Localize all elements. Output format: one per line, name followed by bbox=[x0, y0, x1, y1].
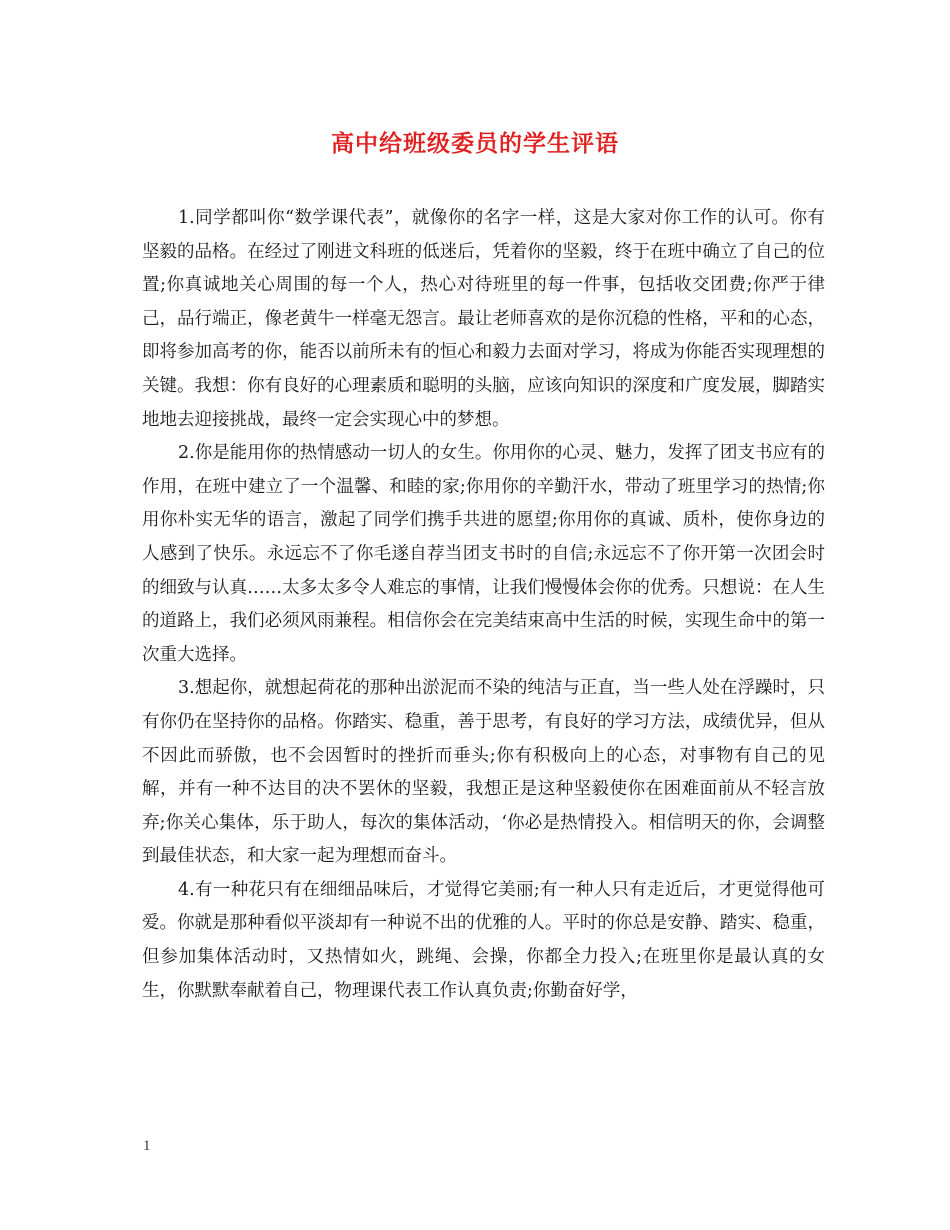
document-body bbox=[142, 202, 825, 1008]
document-title: 高中给班级委员的学生评语 bbox=[331, 130, 619, 157]
paragraph-2: 2.你是能用你的热情感动一切人的女生。你用你的心灵、魅力，发挥了团支书应有的作用，在班中建立了一个温馨、和睦的家;你用你的辛勤汗水，带动了班里学习的热情;你用你朴实无华的语言，激起了同学们携手共进的愿望;你用你的真诚、质朴，使你身边的人感到了快乐。永远忘不了你毛遂自荐当团支书时的自信;永远忘不了你开第一次团会时的细致与认真……太多太多令人难忘的事情，让我们慢慢体会你的优秀。只想说：在人生的道路上，我们必须风雨兼程。相信你会在完美结束高中生活的时候，实现生命中的第一次重大选择。 bbox=[142, 443, 825, 665]
paragraph-1: 1.同学都叫你“数学课代表”，就像你的名字一样，这是大家对你工作的认可。你有坚毅的品格。在经过了刚进文科班的低迷后，凭着你的坚毅，终于在班中确立了自己的位置;你真诚地关心周围的每一个人，热心对待班里的每一件事，包括收交团费;你严于律己，品行端正，像老黄牛一样毫无怨言。最让老师喜欢的是你沉稳的性格，平和的心态，即将参加高考的你，能否以前所未有的恒心和毅力去面对学习，将成为你能否实现理想的关键。我想：你有良好的心理素质和聪明的头脑，应该向知识的深度和广度发展，脚踏实地地去迎接挑战，最终一定会实现心中的梦想。 bbox=[142, 208, 825, 430]
paragraph-4: 4.有一种花只有在细细品味后，才觉得它美丽;有一种人只有走近后，才更觉得他可爱。你就是那种看似平淡却有一种说不出的优雅的人。平时的你总是安静、踏实、稳重，但参加集体活动时，又热情如火，跳绳、会操，你都全力投入;在班里你是最认真的女生，你默默奉献着自己，物理课代表工作认真负责;你勤奋好学， bbox=[142, 879, 825, 1001]
paragraph-3: 3.想起你，就想起荷花的那种出淤泥而不染的纯洁与正直，当一些人处在浮躁时，只有你仍在坚持你的品格。你踏实、稳重，善于思考，有良好的学习方法，成绩优异，但从不因此而骄傲，也不会因暂时的挫折而垂头;你有积极向上的心态，对事物有自己的见解，并有一种不达目的决不罢休的坚毅，我想正是这种坚毅使你在困难面前从不轻言放弃;你关心集体，乐于助人，每次的集体活动，‘你必是热情投入。相信明天的你，会调整到最佳状态，和大家一起为理想而奋斗。 bbox=[142, 678, 825, 867]
page-number: 1 bbox=[143, 1138, 151, 1154]
